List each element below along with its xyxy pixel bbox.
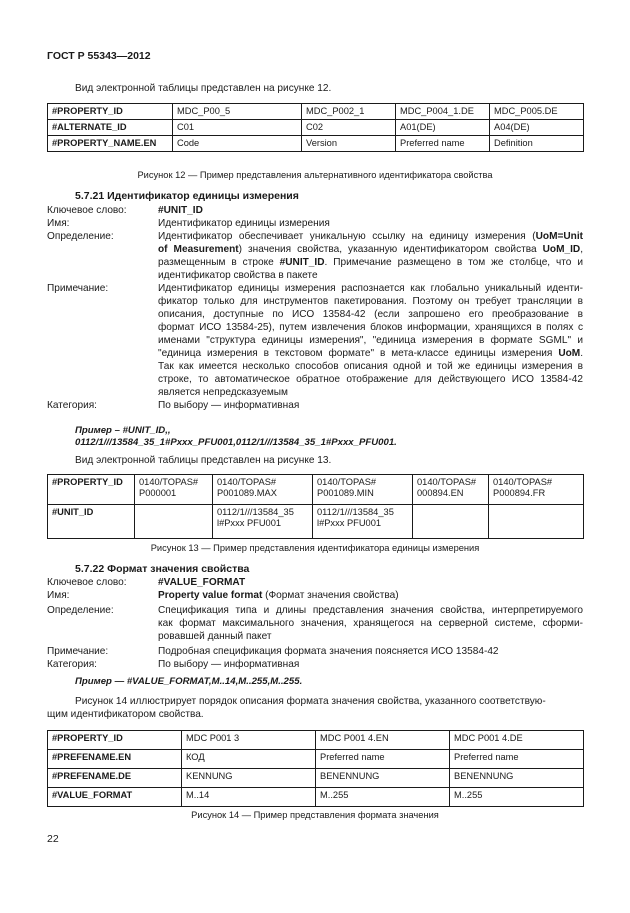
note-label: Примечание: xyxy=(47,283,109,294)
text-line: именами "структура единицы измерения", "единица измерения в формате SGML" и xyxy=(158,335,583,346)
keyword-label: Ключевое слово: xyxy=(47,577,127,588)
note-label: Примечание: xyxy=(47,646,109,657)
note-row xyxy=(47,282,583,399)
table-row xyxy=(48,769,584,788)
name-row xyxy=(47,217,583,230)
table-cell: Code xyxy=(173,136,302,152)
table-cell xyxy=(135,505,213,539)
table-cell: #ALTERNATE_ID xyxy=(48,120,173,136)
category-value: По выбору — информативная xyxy=(158,659,300,670)
name-row xyxy=(47,589,583,602)
text-line xyxy=(158,230,583,243)
fig14-intro-line1: Рисунок 14 иллюстрирует порядок описания формата значения свойства, указанного соответствую- xyxy=(75,696,546,707)
table-cell: MDC_P005.DE xyxy=(490,104,584,120)
table-cell: MDC P001 3 xyxy=(182,731,316,750)
caption-fig13: Рисунок 13 — Пример представления идентификатора единицы измерения xyxy=(150,543,480,553)
category-label: Категория: xyxy=(47,659,97,670)
keyword-value: #VALUE_FORMAT xyxy=(158,577,246,588)
table-cell: M..255 xyxy=(450,788,584,807)
table-row xyxy=(48,750,584,769)
text-line xyxy=(158,243,583,256)
keyword-value: #UNIT_ID xyxy=(158,205,203,216)
table-cell: #PROPERTY_ID xyxy=(48,475,135,505)
table-cell: BENENNUNG xyxy=(450,769,584,788)
name-label: Имя: xyxy=(47,590,70,601)
section-title-5-7-21: 5.7.21 Идентификатор единицы измерения xyxy=(75,190,299,202)
category-value: По выбору — информативная xyxy=(158,400,300,411)
table-cell: MDC_P002_1 xyxy=(302,104,396,120)
definition-list-value-format xyxy=(47,576,583,671)
text-span: UoM=Unit xyxy=(535,231,583,242)
table-fig12 xyxy=(47,103,584,152)
name-label: Имя: xyxy=(47,218,70,229)
definition-label: Определение: xyxy=(47,231,114,242)
text-span: "единица измерения в текстовом формате" в мета-классе единицы измерения xyxy=(158,348,559,359)
table-fig14 xyxy=(47,730,584,807)
note-row xyxy=(47,645,583,658)
text-span: #UNIT_ID xyxy=(279,257,325,268)
table-cell: 0140/TOPAS# P000001 xyxy=(135,475,213,505)
table-cell: Preferred name xyxy=(396,136,490,152)
table-cell: MDC_P00_5 xyxy=(173,104,302,120)
table-row xyxy=(48,475,584,505)
keyword-row xyxy=(47,204,583,217)
table-cell: Preferred name xyxy=(316,750,450,769)
text-span: UoM xyxy=(558,348,581,359)
definition-list-unit-id xyxy=(47,204,583,412)
note-value: Подробная спецификация формата значения поясняется ИСО 13584-42 xyxy=(158,646,499,657)
table-row xyxy=(48,104,584,120)
document-header: ГОСТ Р 55343—2012 xyxy=(47,50,151,62)
definition-row xyxy=(47,230,583,282)
table-cell: #PROPERTY_NAME.EN xyxy=(48,136,173,152)
name-value: Идентификатор единицы измерения xyxy=(158,218,330,229)
definition-value xyxy=(158,230,583,282)
table-cell xyxy=(489,505,584,539)
table-row xyxy=(48,120,584,136)
table-cell: M..255 xyxy=(316,788,450,807)
text-line: Спецификация типа и длины представления значения свойства, интерпретируемого xyxy=(158,605,583,616)
table-cell: #PROPERTY_ID xyxy=(48,104,173,120)
table-row xyxy=(48,731,584,750)
text-line: фикатор только для инструментов пакетирования. Поэтому он требует трансляции в xyxy=(158,296,583,307)
text-line: Идентификатор единицы измерения распознается как глобально уникальный иденти- xyxy=(158,283,583,294)
table-cell: #PROPERTY_ID xyxy=(48,731,182,750)
text-span: Идентификатор обеспечивает уникальную ссылку на единицу измерения ( xyxy=(158,231,536,242)
text-line xyxy=(158,347,583,360)
table-cell: #PREFENAME.DE xyxy=(48,769,182,788)
keyword-label: Ключевое слово: xyxy=(47,205,127,216)
table-cell: A01(DE) xyxy=(396,120,490,136)
text-span: размещенным в строке xyxy=(158,257,280,268)
table-cell xyxy=(413,505,489,539)
text-line: идентификатор свойства в пакете xyxy=(158,270,318,281)
table-cell: Version xyxy=(302,136,396,152)
text-line: ровавшей данный пакет xyxy=(158,631,272,642)
table-row xyxy=(48,136,584,152)
text-span: ) значения свойства, указанную идентификатором свойства xyxy=(238,244,543,255)
text-line xyxy=(158,256,583,269)
table-cell: 0112/1///13584_35 l#Pxxx PFU001 xyxy=(313,505,413,539)
table-cell: 0140/TOPAS# 000894.EN xyxy=(413,475,489,505)
text-span: . xyxy=(580,348,583,359)
table-row xyxy=(48,788,584,807)
fig13-intro: Вид электронной таблицы представлен на рисунке 13. xyxy=(75,455,332,466)
text-span: (Формат значения свойства) xyxy=(262,590,399,601)
text-line: формат ИСО 13584-25), путем извлечения блоков информации, хранящихся в полях с xyxy=(158,322,583,333)
table-cell: 0112/1///13584_35 l#Pxxx PFU001 xyxy=(213,505,313,539)
table-cell: C02 xyxy=(302,120,396,136)
text-span: of Measurement xyxy=(158,244,239,255)
section-title-5-7-22: 5.7.22 Формат значения свойства xyxy=(75,563,250,575)
text-line: Так как имеется несколько способов описания одной и той же единицы измерения в xyxy=(158,361,583,372)
caption-fig14: Рисунок 14 — Пример представления формата значения xyxy=(191,810,439,820)
text-line: является непредсказуемым xyxy=(158,387,288,398)
example-unit-id-line2: 0112/1///13584_35_1#Pxxx_PFU001,0112/1///13584_35_1#Pxxx_PFU001. xyxy=(75,437,397,448)
table-cell: Preferred name xyxy=(450,750,584,769)
table-cell: C01 xyxy=(173,120,302,136)
table-cell: 0140/TOPAS# P000894.FR xyxy=(489,475,584,505)
text-line: описания, доступные по ИСО 13584-42 (если запрошено его преобразование в xyxy=(158,309,583,320)
table-row xyxy=(48,505,584,539)
text-span: UoM_ID xyxy=(542,244,581,255)
table-fig13 xyxy=(47,474,584,539)
text-span: , xyxy=(580,244,584,255)
name-value xyxy=(158,589,583,602)
table-cell: 0140/TOPAS# P001089.MIN xyxy=(313,475,413,505)
keyword-row xyxy=(47,576,583,589)
text-line: строке, то автоматическое обратное отображение для действующего ИСО 13584-42 xyxy=(158,374,583,385)
example-unit-id-line1: Пример – #UNIT_ID,, xyxy=(75,425,171,436)
note-value xyxy=(158,282,583,399)
table-cell: #PREFENAME.EN xyxy=(48,750,182,769)
table-cell: A04(DE) xyxy=(490,120,584,136)
table-cell: 0140/TOPAS# P001089.MAX xyxy=(213,475,313,505)
table-cell: #UNIT_ID xyxy=(48,505,135,539)
table-cell: КОД xyxy=(182,750,316,769)
table-cell: MDC P001 4.DE xyxy=(450,731,584,750)
category-row xyxy=(47,399,583,412)
table-cell: BENENNUNG xyxy=(316,769,450,788)
text-span: . Примечание размещено в том же столбце, что и xyxy=(324,257,583,268)
category-row xyxy=(47,658,583,671)
fig14-intro-line2: щим идентификатором свойства. xyxy=(47,709,204,720)
table-cell: M..14 xyxy=(182,788,316,807)
text-line: как формат максимального значения, хранящегося на серверной системе, сформи- xyxy=(158,618,583,629)
table-cell: MDC P001 4.EN xyxy=(316,731,450,750)
page-number: 22 xyxy=(47,833,59,845)
category-label: Категория: xyxy=(47,400,97,411)
definition-row xyxy=(47,604,583,643)
definition-value xyxy=(158,604,583,643)
example-value-format: Пример — #VALUE_FORMAT,M..14,M..255,M..255. xyxy=(75,676,303,687)
caption-fig12: Рисунок 12 — Пример представления альтернативного идентификатора свойства xyxy=(137,170,493,180)
table-cell: MDC_P004_1.DE xyxy=(396,104,490,120)
definition-label: Определение: xyxy=(47,605,114,616)
text-span: Property value format xyxy=(158,590,263,601)
table-cell: Definition xyxy=(490,136,584,152)
table-cell: #VALUE_FORMAT xyxy=(48,788,182,807)
fig12-intro: Вид электронной таблицы представлен на рисунке 12. xyxy=(75,83,332,94)
table-cell: KENNUNG xyxy=(182,769,316,788)
